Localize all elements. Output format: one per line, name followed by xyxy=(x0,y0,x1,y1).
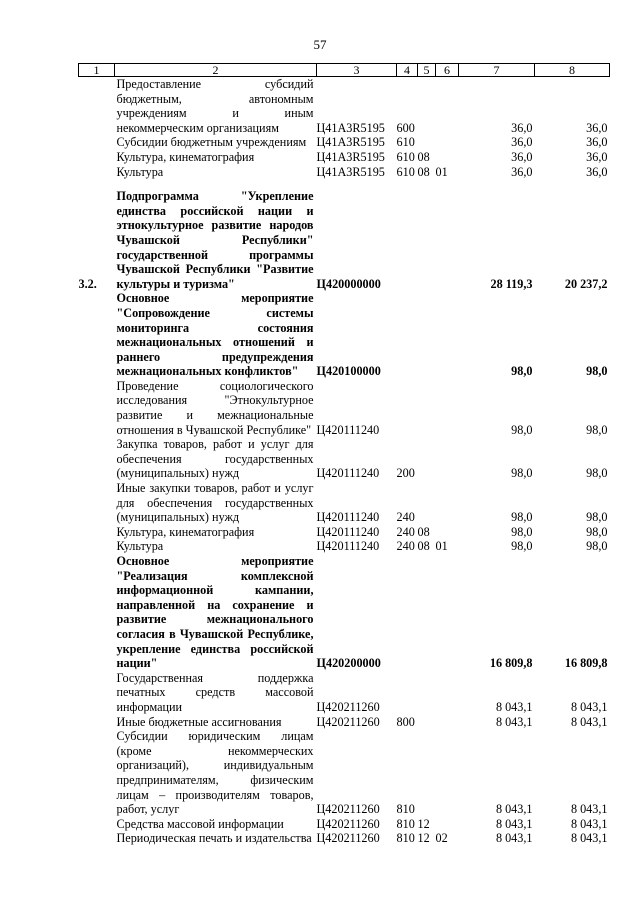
row-section xyxy=(418,554,436,671)
row-target-code: Ц420200000 xyxy=(316,656,381,671)
row-name: Культура xyxy=(116,164,164,179)
row-target-code: Ц420211260 xyxy=(316,831,380,846)
header-cell-num: 1 xyxy=(79,64,115,77)
row-amount-1: 8 043,1 xyxy=(495,816,533,831)
header-cell-expense-type: 4 xyxy=(397,64,418,77)
row-name: Основное мероприятие "Реализация комплексной информационной кампании, направленной на сохранение и развитие межнационального согласия в Чувашской Республике, укрепление единства российской нации" xyxy=(116,554,314,671)
table-row xyxy=(79,525,610,540)
row-number xyxy=(79,671,115,715)
row-amount-1: 16 809,8 xyxy=(489,656,533,671)
row-amount-2: 36,0 xyxy=(586,164,608,179)
table-row xyxy=(79,150,610,165)
row-expense-type: 600 xyxy=(396,120,415,135)
row-subsection xyxy=(436,671,459,715)
row-expense-type: 810 xyxy=(396,802,415,817)
table-row xyxy=(79,554,610,671)
row-target-code: Ц41А3R5195 xyxy=(316,164,385,179)
row-number xyxy=(79,291,115,379)
row-name: Субсидии юридическим лицам (кроме некоммерческих организаций), индивидуальным предпринимателям, физическим лицам – производителям товаров, работ, услуг xyxy=(116,729,314,817)
row-amount-2: 98,0 xyxy=(586,510,608,525)
row-amount-1: 98,0 xyxy=(511,510,533,525)
row-amount-2: 98,0 xyxy=(586,524,608,539)
row-subsection xyxy=(436,135,459,150)
row-amount-1: 8 043,1 xyxy=(495,831,533,846)
row-number xyxy=(79,481,115,525)
row-subsection xyxy=(436,437,459,481)
table-row xyxy=(79,437,610,481)
row-expense-type: 200 xyxy=(396,466,415,481)
row-name: Периодическая печать и издательства xyxy=(116,831,312,846)
row-subsection: 01 xyxy=(435,539,448,554)
row-subsection xyxy=(436,715,459,730)
row-amount-1: 98,0 xyxy=(511,466,533,481)
row-spacer xyxy=(79,179,610,189)
row-expense-type: 240 xyxy=(396,524,415,539)
row-target-code: Ц420211260 xyxy=(316,816,380,831)
row-target-code: Ц420111240 xyxy=(316,524,380,539)
row-expense-type: 240 xyxy=(396,510,415,525)
row-amount-1: 36,0 xyxy=(511,164,533,179)
row-amount-2: 8 043,1 xyxy=(570,699,608,714)
row-expense-type: 800 xyxy=(396,714,415,729)
row-section xyxy=(418,715,436,730)
row-amount-1: 36,0 xyxy=(511,149,533,164)
table-row xyxy=(79,831,610,846)
row-name: Закупка товаров, работ и услуг для обеспечения государственных (муниципальных) нужд xyxy=(116,437,314,481)
row-name: Государственная поддержка печатных средств массовой информации xyxy=(116,670,314,714)
row-number xyxy=(79,729,115,817)
row-number xyxy=(79,817,115,832)
header-cell-amount-1: 7 xyxy=(459,64,535,77)
row-amount-2: 20 237,2 xyxy=(564,276,608,291)
row-number xyxy=(79,379,115,437)
row-target-code: Ц41А3R5195 xyxy=(316,120,385,135)
row-amount-2: 16 809,8 xyxy=(564,656,608,671)
row-section xyxy=(418,671,436,715)
row-amount-1: 36,0 xyxy=(511,135,533,150)
row-expense-type: 610 xyxy=(396,164,415,179)
row-number xyxy=(79,77,115,136)
row-section xyxy=(418,379,436,437)
row-amount-2: 98,0 xyxy=(586,422,608,437)
row-section xyxy=(418,189,436,291)
table-row xyxy=(79,165,610,180)
row-target-code: Ц420111240 xyxy=(316,510,380,525)
row-name: Иные бюджетные ассигнования xyxy=(116,714,282,729)
row-name: Подпрограмма "Укрепление единства российской нации и этнокультурное развитие народов Чувашской Республики" государственной программы Чувашской Республики "Развитие культуры и туризма" xyxy=(116,189,314,291)
row-section: 12 xyxy=(417,831,430,846)
row-amount-1: 98,0 xyxy=(511,364,533,379)
row-target-code: Ц420100000 xyxy=(316,364,381,379)
header-cell-section: 5 xyxy=(418,64,436,77)
row-number xyxy=(79,150,115,165)
row-subsection xyxy=(436,291,459,379)
row-amount-2: 98,0 xyxy=(586,466,608,481)
table-row xyxy=(79,379,610,437)
row-name: Культура xyxy=(116,539,164,554)
row-number: 3.2. xyxy=(78,276,97,291)
row-amount-1: 28 119,3 xyxy=(490,276,533,291)
row-expense-type: 810 xyxy=(396,831,415,846)
row-subsection xyxy=(436,77,459,136)
row-subsection xyxy=(436,379,459,437)
row-subsection xyxy=(436,150,459,165)
table-row xyxy=(79,817,610,832)
header-cell-code: 3 xyxy=(317,64,397,77)
row-amount-2: 36,0 xyxy=(586,135,608,150)
table-row xyxy=(79,729,610,817)
row-section xyxy=(418,291,436,379)
row-target-code: Ц420211260 xyxy=(316,802,380,817)
row-amount-1: 8 043,1 xyxy=(495,802,533,817)
row-target-code: Ц420000000 xyxy=(316,276,381,291)
row-number xyxy=(79,554,115,671)
budget-table xyxy=(78,63,610,846)
row-expense-type xyxy=(397,189,418,291)
header-cell-amount-2: 8 xyxy=(535,64,610,77)
row-expense-type xyxy=(397,379,418,437)
row-amount-2: 98,0 xyxy=(586,364,608,379)
row-target-code: Ц420111240 xyxy=(316,466,380,481)
header-cell-subsection: 6 xyxy=(436,64,459,77)
row-amount-2: 36,0 xyxy=(586,149,608,164)
row-number xyxy=(79,525,115,540)
table-row xyxy=(79,189,610,291)
row-amount-1: 98,0 xyxy=(511,539,533,554)
row-section: 12 xyxy=(417,816,430,831)
row-target-code: Ц420211260 xyxy=(316,699,380,714)
row-name: Культура, кинематография xyxy=(116,524,255,539)
row-subsection: 01 xyxy=(435,164,448,179)
row-amount-2: 8 043,1 xyxy=(570,714,608,729)
row-subsection xyxy=(436,817,459,832)
row-number xyxy=(79,539,115,554)
row-subsection xyxy=(436,729,459,817)
row-amount-2: 98,0 xyxy=(586,539,608,554)
row-amount-2: 36,0 xyxy=(586,120,608,135)
row-target-code: Ц420111240 xyxy=(316,539,380,554)
row-spacer-cell xyxy=(79,179,610,189)
row-expense-type xyxy=(397,554,418,671)
row-amount-1: 98,0 xyxy=(511,524,533,539)
row-subsection xyxy=(436,554,459,671)
row-amount-2: 8 043,1 xyxy=(570,831,608,846)
table-row xyxy=(79,671,610,715)
row-expense-type: 810 xyxy=(396,816,415,831)
row-amount-1: 36,0 xyxy=(511,120,533,135)
row-amount-2: 8 043,1 xyxy=(570,816,608,831)
row-section: 08 xyxy=(417,524,430,539)
table-row xyxy=(79,481,610,525)
row-section xyxy=(418,135,436,150)
row-expense-type xyxy=(397,291,418,379)
row-section xyxy=(418,437,436,481)
row-number xyxy=(79,831,115,846)
row-number xyxy=(79,135,115,150)
row-name: Субсидии бюджетным учреждениям xyxy=(116,135,307,150)
row-section: 08 xyxy=(417,149,430,164)
row-subsection xyxy=(436,481,459,525)
row-amount-1: 98,0 xyxy=(511,422,533,437)
table-row xyxy=(79,539,610,554)
table-row xyxy=(79,715,610,730)
row-name: Культура, кинематография xyxy=(116,149,255,164)
row-section xyxy=(418,729,436,817)
row-amount-2: 8 043,1 xyxy=(570,802,608,817)
row-name: Иные закупки товаров, работ и услуг для обеспечения государственных (муниципальных) нужд xyxy=(116,481,314,525)
table-row xyxy=(79,77,610,136)
row-section: 08 xyxy=(417,539,430,554)
row-amount-1: 8 043,1 xyxy=(495,699,533,714)
row-name: Основное мероприятие "Сопровождение системы мониторинга состояния межнациональных отношений и раннего предупреждения межнациональных конфликтов" xyxy=(116,291,314,379)
row-subsection xyxy=(436,189,459,291)
row-number xyxy=(79,715,115,730)
row-section xyxy=(418,481,436,525)
table-row xyxy=(79,135,610,150)
table-body xyxy=(79,77,610,846)
row-section: 08 xyxy=(417,164,430,179)
row-target-code: Ц420111240 xyxy=(316,422,380,437)
row-amount-1: 8 043,1 xyxy=(495,714,533,729)
row-expense-type: 610 xyxy=(396,135,415,150)
row-expense-type xyxy=(397,671,418,715)
row-target-code: Ц41А3R5195 xyxy=(316,149,385,164)
row-target-code: Ц41А3R5195 xyxy=(316,135,385,150)
row-name: Средства массовой информации xyxy=(116,816,284,831)
row-expense-type: 610 xyxy=(396,149,415,164)
row-name: Предоставление субсидий бюджетным, автономным учреждениям и иным некоммерческим организациям xyxy=(116,77,314,135)
row-subsection xyxy=(436,525,459,540)
header-row xyxy=(79,64,610,77)
row-section xyxy=(418,77,436,136)
row-number xyxy=(79,437,115,481)
header-cell-name: 2 xyxy=(115,64,317,77)
row-name: Проведение социологического исследования "Этнокультурное развитие и межнациональные отношения в Чувашской Республике" xyxy=(116,378,314,437)
row-number xyxy=(79,165,115,180)
row-subsection: 02 xyxy=(435,831,448,846)
row-expense-type: 240 xyxy=(396,539,415,554)
page-number: 57 xyxy=(313,37,327,52)
row-target-code: Ц420211260 xyxy=(316,714,380,729)
table-row xyxy=(79,291,610,379)
